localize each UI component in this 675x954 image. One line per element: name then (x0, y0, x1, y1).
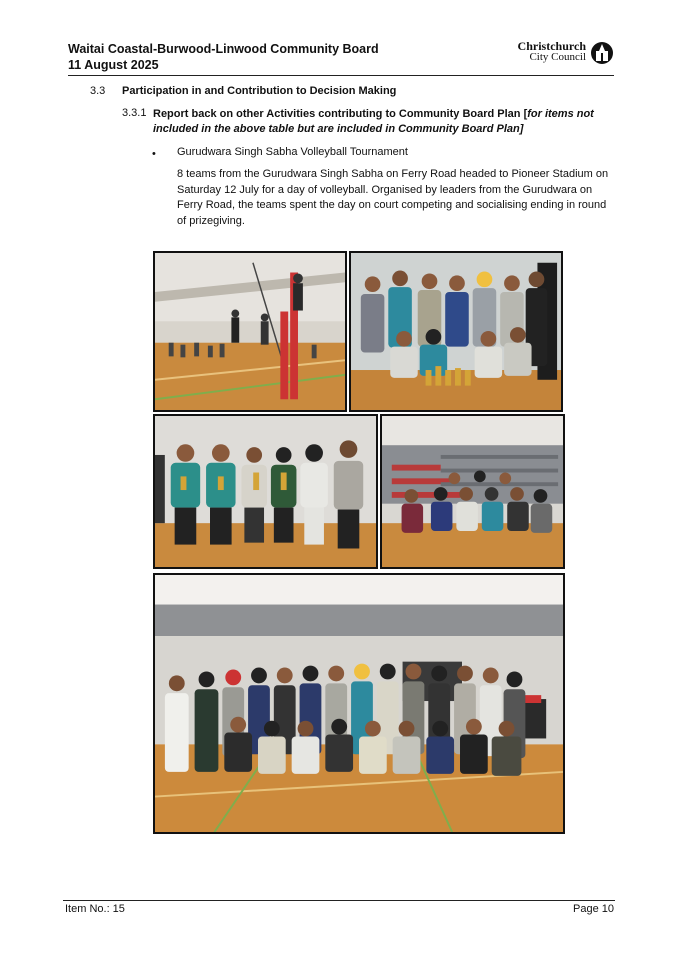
footer-item-number: Item No.: 15 (65, 903, 125, 915)
subsection-title (153, 107, 608, 137)
footer-page-number: Page 10 (573, 903, 614, 915)
group-seated-bleachers-photo (380, 414, 565, 569)
subsection-number: 3.3.1 (122, 107, 147, 119)
volleyball-match-photo (153, 251, 347, 412)
board-title: Waitai Coastal-Burwood-Linwood Community Board (68, 42, 379, 56)
council-logo (494, 41, 614, 69)
cathedral-icon (590, 41, 614, 65)
subsection-title-main: Report back on other Activities contributing to Community Board Plan [ (153, 108, 528, 120)
logo-line1: Christchurch (517, 39, 586, 53)
bullet-label: Gurudwara Singh Sabha Volleyball Tournament (177, 146, 408, 158)
logo-line2: City Council (529, 51, 586, 63)
section-title: Participation in and Contribution to Decision Making (122, 85, 397, 97)
footer-divider (63, 900, 615, 901)
page-header (68, 39, 614, 76)
team-with-trophies-photo (349, 251, 563, 412)
large-group-photo (153, 573, 565, 834)
meeting-date: 11 August 2025 (68, 58, 159, 72)
bullet-icon: • (152, 148, 156, 160)
subsection-title-italic: for items not included in the above table but are included in Community Board Plan] (153, 108, 594, 135)
event-description: 8 teams from the Gurudwara Singh Sabha on Ferry Road headed to Pioneer Stadium on Saturday 12 July for a day of volleyball. Organised by leaders from the Gurudwara on Ferry Road, the teams spent the day on court competing and socialising ending in round of prizegiving. (177, 168, 609, 227)
section-number: 3.3 (90, 85, 106, 97)
winners-with-trophies-photo (153, 414, 378, 569)
